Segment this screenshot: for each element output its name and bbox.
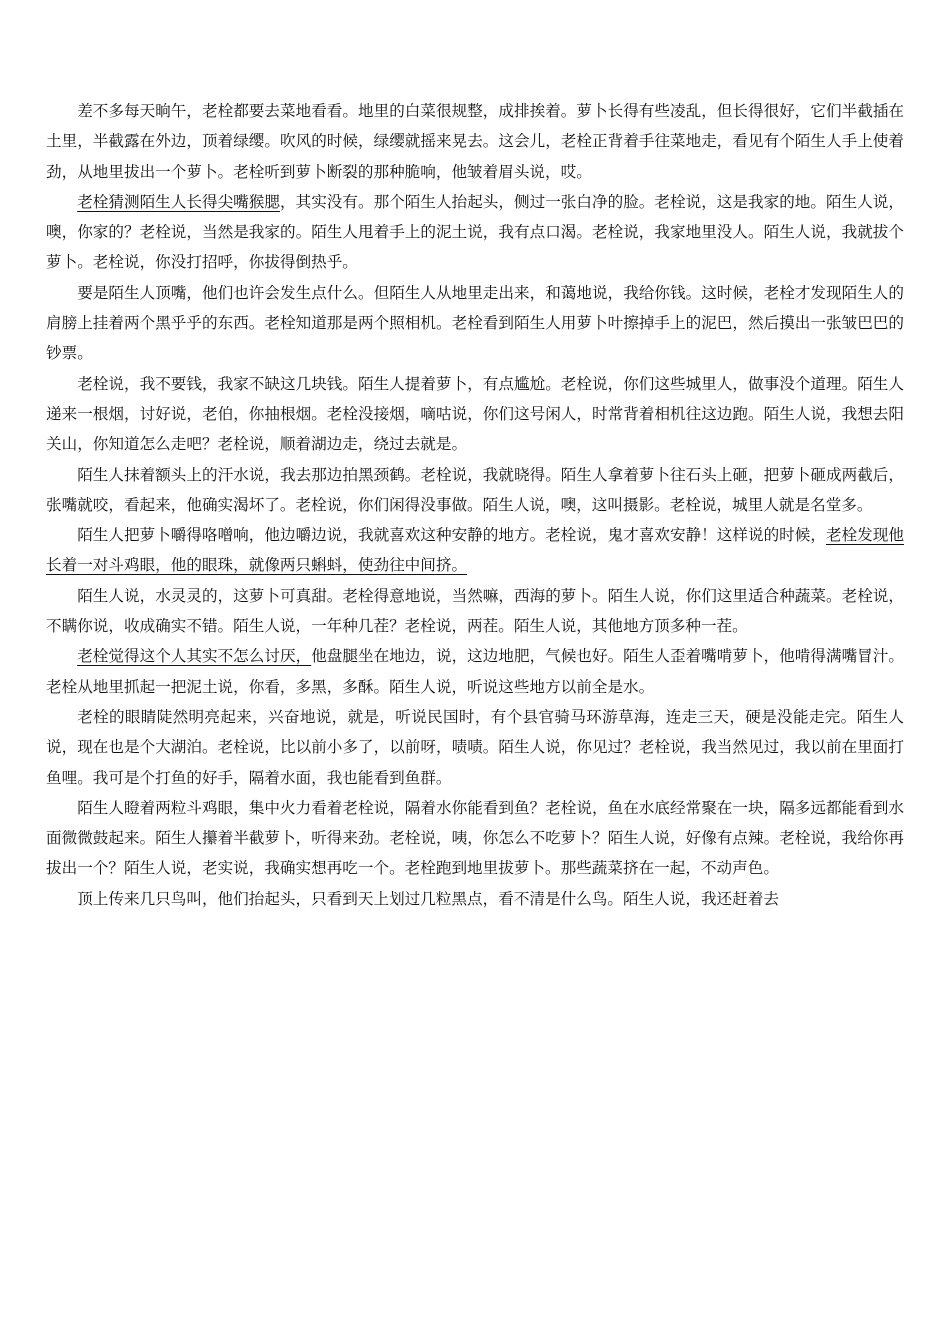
paragraph — [46, 369, 904, 460]
text-segment: 老栓说，我不要钱，我家不缺这几块钱。陌生人提着萝卜，有点尴尬。老栓说，你们这些城里人，做事没个道理。陌生人递来一根烟，讨好说，老伯，你抽根烟。老栓没接烟，嘀咕说，你们这号闲人，时常背着相机往这边跑。陌生人说，我想去阳关山，你知道怎么走吧？老栓说，顺着湖边走，绕过去就是。 — [46, 374, 904, 454]
paragraph — [46, 641, 904, 702]
paragraph — [46, 278, 904, 369]
document-body — [46, 96, 904, 914]
text-segment: 顶上传来几只鸟叫，他们抬起头，只看到天上划过几粒黑点，看不清是什么鸟。陌生人说，我还赶着去 — [77, 889, 779, 908]
paragraph — [46, 187, 904, 278]
text-segment: 他盘腿坐在地边，说，这边地肥，气候也好。陌生人歪着嘴啃萝卜，他啃得满嘴冒汁。老栓从地里抓起一把泥土说，你看，多黑，多酥。陌生人说，听说这些地方以前全是水。 — [46, 647, 904, 696]
paragraph — [46, 520, 904, 581]
text-segment: 差不多每天晌午，老栓都要去菜地看看。地里的白菜很规整，成排挨着。萝卜长得有些凌乱，但长得很好，它们半截插在土里，半截露在外边，顶着绿缨。吹风的时候，绿缨就摇来晃去。这会儿，老栓正背着手往菜地走，看见有个陌生人手上使着劲，从地里拔出一个萝卜。老栓听到萝卜断裂的那种脆响，他皱着眉头说，哎。 — [46, 102, 904, 181]
paragraph — [46, 460, 904, 521]
text-segment: 陌生人抹着额头上的汗水说，我去那边拍黑颈鹤。老栓说，我就晓得。陌生人拿着萝卜往石头上砸，把萝卜砸成两截后，张嘴就咬，看起来，他确实渴坏了。老栓说，你们闲得没事做。陌生人说，噢，这叫摄影。老栓说，城里人就是名堂多。 — [46, 465, 904, 514]
text-segment: 老栓的眼睛陡然明亮起来，兴奋地说，就是，听说民国时，有个县官骑马环游草海，连走三天，硬是没能走完。陌生人说，现在也是个大湖泊。老栓说，比以前小多了，以前呀，啧啧。陌生人说，你见过？老栓说，我当然见过，我以前在里面打鱼哩。我可是个打鱼的好手，隔着水面，我也能看到鱼群。 — [46, 707, 904, 787]
paragraph — [46, 793, 904, 884]
text-segment: ，其实没有。那个陌生人抬起头，侧过一张白净的脸。老栓说，这是我家的地。陌生人说，噢，你家的？老栓说，当然是我家的。陌生人甩着手上的泥土说，我有点口渴。老栓说，我家地里没人。陌生人说，我就拔个萝卜。老栓说，你没打招呼，你拔得倒热乎。 — [46, 192, 904, 272]
underlined-text: 老栓觉得这个人其实不怎么讨厌， — [77, 647, 312, 666]
text-segment: 陌生人瞪着两粒斗鸡眼，集中火力看着老栓说，隔着水你能看到鱼？老栓说，鱼在水底经常聚在一块，隔多远都能看到水面微微鼓起来。陌生人攥着半截萝卜，听得来劲。老栓说，咦，你怎么不吃萝卜？陌生人说，好像有点辣。老栓说，我给你再拔出一个？陌生人说，老实说，我确实想再吃一个。老栓跑到地里拔萝卜。那些蔬菜挤在一起，不动声色。 — [46, 798, 904, 878]
text-segment: 要是陌生人顶嘴，他们也许会发生点什么。但陌生人从地里走出来，和蔼地说，我给你钱。这时候，老栓才发现陌生人的肩膀上挂着两个黑乎乎的东西。老栓知道那是两个照相机。老栓看到陌生人用萝卜叶擦掉手上的泥巴，然后摸出一张皱巴巴的钞票。 — [46, 283, 904, 363]
paragraph — [46, 884, 904, 914]
paragraph — [46, 96, 904, 187]
underlined-text: 老栓发现他长着一对斗鸡眼，他的眼珠，就像两只蝌蚪，使劲往中间挤。 — [46, 526, 904, 575]
underlined-text: 老栓猜测陌生人长得尖嘴猴腮 — [77, 192, 280, 211]
paragraph — [46, 581, 904, 642]
paragraph — [46, 702, 904, 793]
text-segment: 陌生人把萝卜嚼得咯噌响，他边嚼边说，我就喜欢这种安静的地方。老栓说，鬼才喜欢安静！这样说的时候， — [77, 526, 826, 545]
text-segment: 陌生人说，水灵灵的，这萝卜可真甜。老栓得意地说，当然嘛，西海的萝卜。陌生人说，你们这里适合种蔬菜。老栓说，不瞒你说，收成确实不错。陌生人说，一年种几茬？老栓说，两茬。陌生人说，其他地方顶多种一茬。 — [46, 586, 904, 636]
